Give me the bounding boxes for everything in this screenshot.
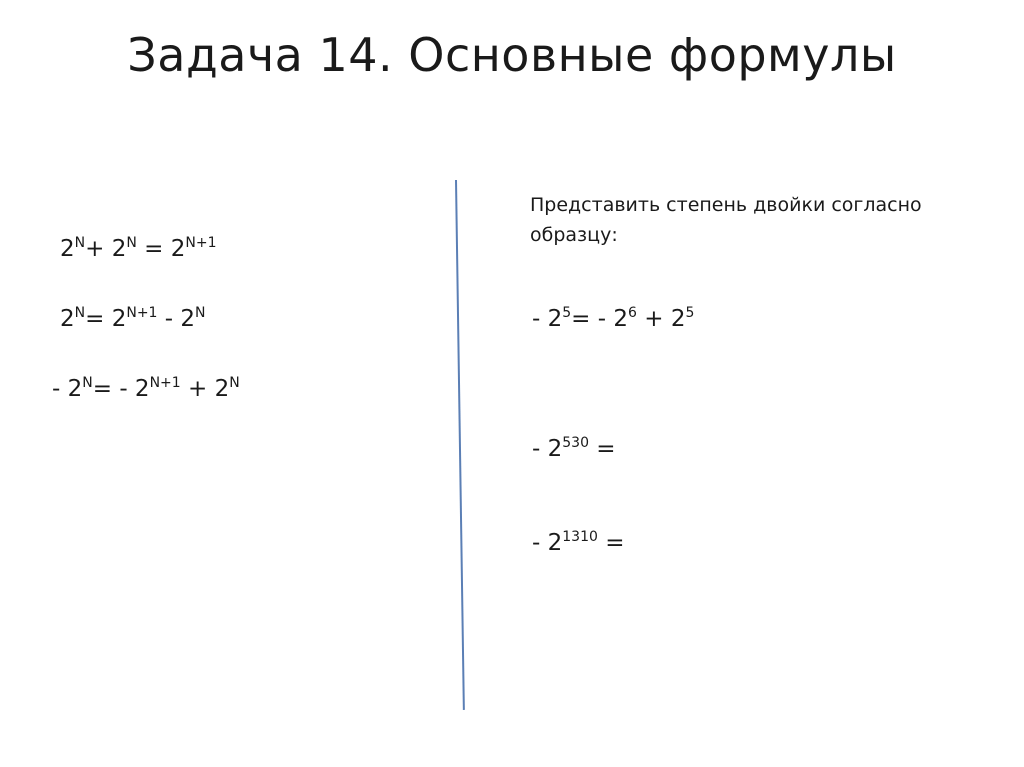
- formula-text: - 2: [157, 306, 196, 332]
- exercise-formula-1310: [532, 530, 624, 556]
- column-divider: [455, 180, 465, 710]
- formula-exponent: 1310: [562, 529, 598, 545]
- formula-exponent: 6: [628, 305, 637, 321]
- formula-exponent: N+1: [126, 305, 158, 321]
- formula-text: 2: [60, 236, 75, 262]
- formula-text: + 2: [85, 236, 127, 262]
- task-instruction: Представить степень двойки согласно образцу:: [530, 194, 922, 246]
- formula-difference: [60, 306, 206, 332]
- formula-text: - 2: [532, 436, 563, 462]
- formula-exponent: N: [195, 305, 206, 321]
- formula-text: = 2: [85, 306, 127, 332]
- formula-negative: [52, 376, 240, 402]
- formula-text: + 2: [636, 306, 686, 332]
- formula-exponent: N: [126, 235, 137, 251]
- formula-text: = - 2: [92, 376, 150, 402]
- example-formula: [532, 306, 694, 332]
- formula-exponent: N: [74, 235, 86, 251]
- formula-exponent: 5: [685, 305, 695, 321]
- formula-text: + 2: [180, 376, 230, 402]
- formula-exponent: 530: [562, 435, 589, 451]
- formula-exponent: N+1: [149, 375, 181, 391]
- formula-text: - 2: [532, 530, 563, 556]
- formula-text: = - 2: [571, 306, 628, 332]
- formula-text: = 2: [136, 236, 186, 262]
- formula-text: =: [597, 530, 625, 556]
- formula-exponent: N+1: [185, 235, 217, 251]
- formula-text: =: [588, 436, 616, 462]
- formula-text: 2: [60, 306, 75, 332]
- formula-sum: [60, 236, 216, 262]
- formula-exponent: N: [229, 375, 240, 391]
- slide-title: Задача 14. Основные формулы: [127, 28, 897, 82]
- formula-exponent: N: [82, 375, 93, 391]
- formula-text: - 2: [532, 306, 563, 332]
- formula-exponent: N: [74, 305, 86, 321]
- formula-text: - 2: [52, 376, 83, 402]
- exercise-formula-530: [532, 436, 616, 462]
- formula-exponent: 5: [562, 305, 572, 321]
